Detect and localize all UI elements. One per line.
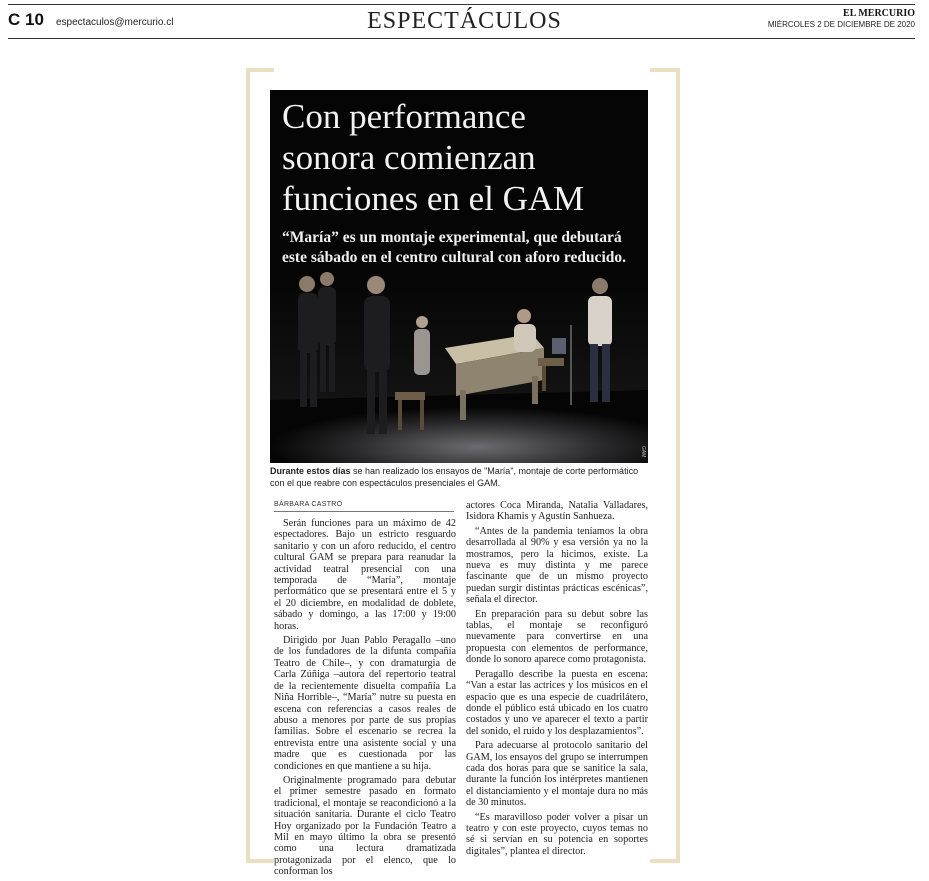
- byline: BÁRBARA CASTRO: [274, 501, 343, 508]
- headline-line: sonora comienzan: [282, 138, 536, 177]
- paragraph: En preparación para su debut sobre las tablas, el montaje se reconfiguró nuevamente para convertirse en una propuesta con elementos de performance, donde lo sonoro aparece como protagonista.: [466, 608, 648, 666]
- article-column-1: [274, 518, 456, 881]
- photo-caption: [270, 466, 650, 489]
- issue-date: MIÉRCOLES 2 DE DICIEMBRE DE 2020: [767, 20, 915, 29]
- article-headline: [282, 96, 642, 219]
- paragraph-continued: actores Coca Miranda, Natalia Valladares, Isidora Khamis y Agustín Sanhueza.: [466, 500, 648, 523]
- newspaper-name: EL MERCURIO: [843, 8, 915, 19]
- article-frame-right: [650, 68, 680, 863]
- headline-line: Con performance: [282, 97, 526, 136]
- section-title: ESPECTÁCULOS: [367, 8, 562, 34]
- page-number: C 10: [8, 10, 44, 29]
- paragraph: Dirigido por Juan Pablo Peragallo –uno de los fundadores de la difunta compañía Teatro de Chile–, y con dramaturgia de Carla Zúñiga –autora del repertorio teatral de la recientemente disuelta compañía La Niña Horrible–, “María” nutre su puesta en escena con referencias a casos reales de abuso a menores por parte de sus propias familias. Sobre el escenario se recrea la entrevista entre una asistente social y una madre que es cuestionada por las condiciones en que mantiene a su hija.: [274, 635, 456, 772]
- article-column-2: [466, 500, 648, 860]
- paragraph: Serán funciones para un máximo de 42 espectadores. Bajo un estricto resguardo sanitario y con un aforo reducido, el centro cultural GAM se prepara para reanudar la actividad teatral presencial con una temporada de “María”, montaje performático que se presentará entre el 5 y el 20 diciembre, en modalidad de doblete, sábado y domingo, a las 17:00 y 19:00 horas.: [274, 518, 456, 632]
- paragraph: Originalmente programado para debutar el primer semestre pasado en formato tradicional, el montaje se reacondicionó a la situación sanitaria. Durante el ciclo Teatro Hoy organizado por la Fundación Teatro a Mil en mayo último la obra se presentó como una lectura dramatizada protagonizada por el elenco, que lo conforman los: [274, 774, 456, 878]
- article-photo: [270, 90, 648, 463]
- paragraph: Peragallo describe la puesta en escena: “Van a estar las actrices y los músicos en el espacio que es una especie de cuadrilátero, donde el público está ubicado en los cuatro costados y uno ve aparecer el texto a partir del sonido, el ruido y los desplazamientos”.: [466, 668, 648, 737]
- header-bottom-rule: [8, 38, 915, 39]
- photo-credit: GAM: [640, 445, 646, 457]
- page-header: [0, 0, 929, 42]
- headline-line: funciones en el GAM: [282, 179, 585, 218]
- paragraph: “Antes de la pandemia teníamos la obra desarrollada al 90% y esa versión ya no la mostramos, pero la hicimos, existe. La nueva es muy distinta y me parece fascinante que de un mismo proyecto puedan surgir distintas prácticas escénicas”, señala el director.: [466, 525, 648, 606]
- section-email: espectaculos@mercurio.cl: [56, 17, 174, 28]
- header-top-rule: [8, 4, 915, 5]
- byline-rule: [274, 511, 454, 512]
- caption-text: se han realizado los ensayos de "María", montaje de corte performático con el que reabre con espectáculos presenciales el GAM.: [270, 466, 639, 488]
- paragraph: “Es maravilloso poder volver a pisar un teatro y con este proyecto, cuyos temas no sé si servían en su potencia en soportes digitales”, plantea el director.: [466, 811, 648, 857]
- caption-lead: Durante estos días: [270, 466, 351, 476]
- article-deck: “María” es un montaje experimental, que debutará este sábado en el centro cultural con aforo reducido.: [282, 229, 626, 266]
- paragraph: Para adecuarse al protocolo sanitario del GAM, los ensayos del grupo se interrumpen cada dos horas para que se sanitice la sala, durante la función los intérpretes mantienen el distanciamiento y el montaje dura no más de 30 minutos.: [466, 740, 648, 809]
